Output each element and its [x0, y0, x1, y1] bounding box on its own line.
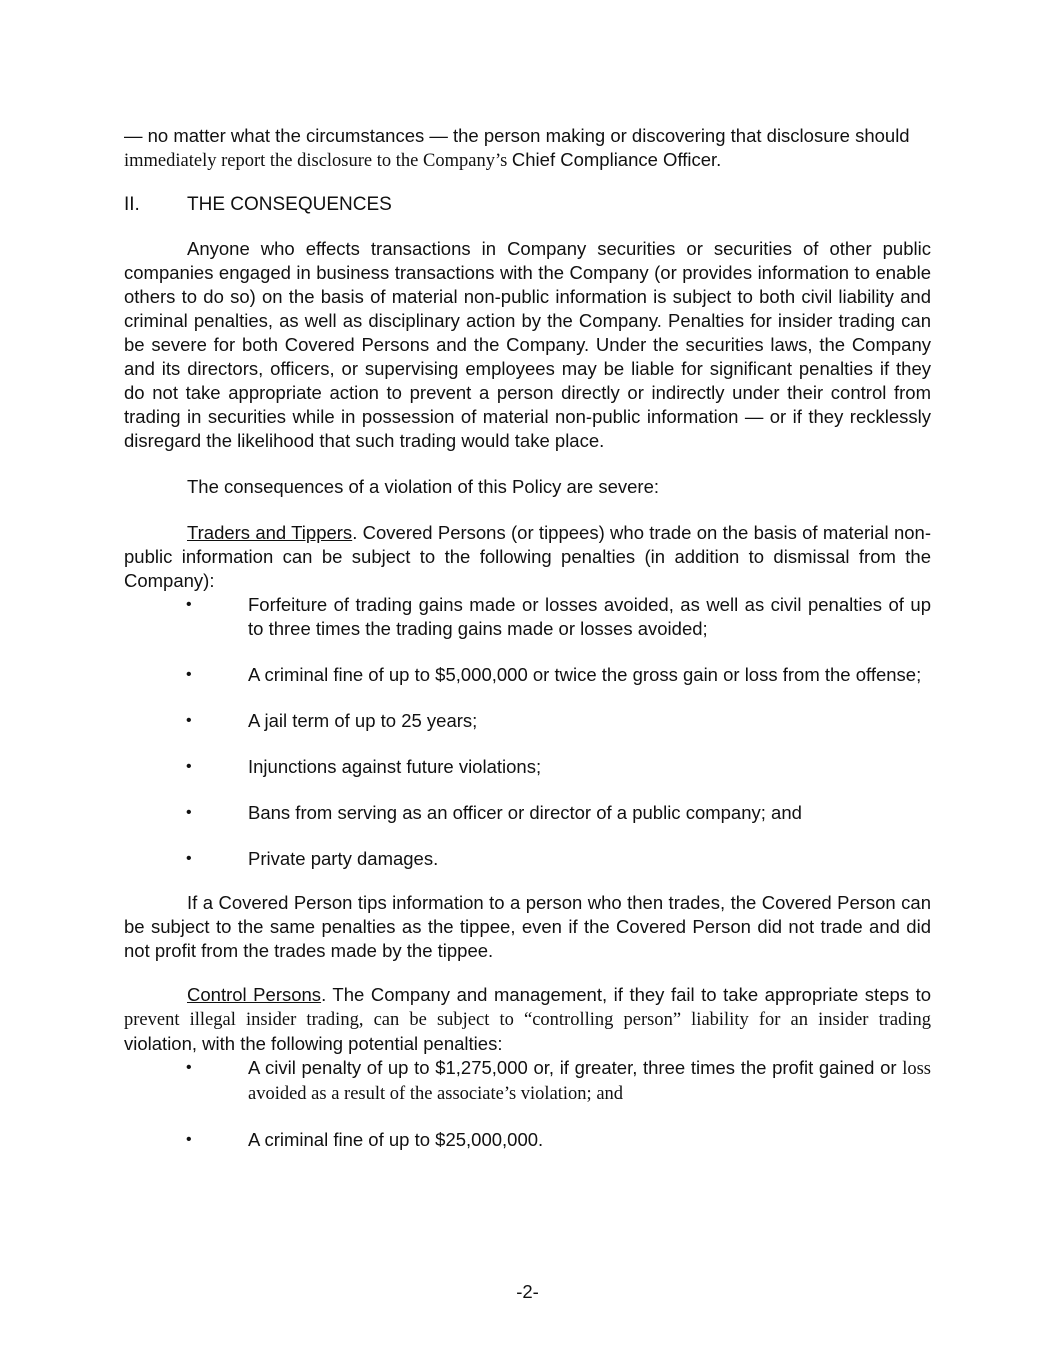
control-text-2: prevent illegal insider trading, can be subject to “controlling person” liability for an insider trading: [124, 1010, 931, 1030]
list-item: [124, 593, 931, 641]
traders-text: . Covered Persons (or tippees) who trade on the basis of material non-public information can be subject to the following penalties (in addition to dismissal from the Company):: [124, 522, 931, 591]
list-item-text: A criminal fine of up to $5,000,000 or twice the gross gain or loss from the offense;: [248, 664, 922, 685]
control-heading: Control Persons: [187, 984, 322, 1005]
control-penalty-list: [124, 1056, 931, 1152]
bullet-marker: •: [186, 1131, 192, 1148]
intro-line-1: — no matter what the circumstances — the person making or discovering that disclosure should: [124, 125, 910, 146]
intro-line-2-sans: Chief Compliance Officer.: [511, 149, 722, 170]
intro-paragraph: [124, 124, 931, 173]
list-item: [124, 1128, 931, 1152]
traders-penalty-list: [124, 593, 931, 871]
bullet-marker: •: [186, 712, 192, 729]
control-paragraph: [124, 983, 931, 1056]
document-page: [124, 124, 931, 1152]
section-number: II.: [124, 194, 140, 215]
traders-paragraph: [124, 521, 931, 593]
bullet-marker: •: [186, 666, 192, 683]
list-item-text: Injunctions against future violations;: [248, 756, 542, 777]
bullet-marker: •: [186, 1059, 192, 1076]
control-text-3: violation, with the following potential penalties:: [124, 1033, 503, 1054]
list-item-text: A criminal fine of up to $25,000,000.: [248, 1129, 544, 1150]
list-item-text: Forfeiture of trading gains made or losses avoided, as well as civil penalties of up to three times the trading gains made or losses avoided;: [248, 594, 931, 639]
bullet-marker: •: [186, 804, 192, 821]
list-item-text: Private party damages.: [248, 848, 439, 869]
intro-line-2-serif: immediately report the disclosure to the Company’s: [124, 151, 512, 171]
main-paragraph: Anyone who effects transactions in Company securities or securities of other public companies engaged in business transactions with the Company (or provides information to enable others to do so) on the basis of material non-public information is subject to both civil liability and criminal penalties, as well as disciplinary action by the Company. Penalties for insider trading can be severe for both Covered Persons and the Company. Under the securities laws, the Company and its directors, officers, or supervising employees may be liable for significant penalties if they do not take appropriate action to prevent a person directly or indirectly under their control from trading in securities while in possession of material non-public information — or if they recklessly disregard the likelihood that such trading would take place.: [124, 238, 931, 451]
control-text-1: . The Company and management, if they fail to take appropriate steps to: [321, 984, 931, 1005]
bullet-marker: •: [186, 758, 192, 775]
page-number: -2-: [516, 1281, 539, 1302]
section-heading: [124, 193, 931, 217]
section-title: THE CONSEQUENCES: [187, 194, 392, 215]
tipper-paragraph: If a Covered Person tips information to a person who then trades, the Covered Person can be subject to the same penalties as the tippee, even if the Covered Person did not trade and did not profit from the trades made by the tippee.: [124, 892, 931, 961]
bullet-marker: •: [186, 596, 192, 613]
list-item: [124, 801, 931, 825]
list-item-text: Bans from serving as an officer or director of a public company; and: [248, 802, 802, 823]
list-item: [124, 847, 931, 871]
list-item-text: A jail term of up to 25 years;: [248, 710, 478, 731]
traders-heading: Traders and Tippers: [187, 522, 353, 543]
consequences-intro: The consequences of a violation of this Policy are severe:: [187, 476, 660, 497]
list-item: [124, 755, 931, 779]
list-item: [124, 663, 931, 687]
list-item-text-sans: A civil penalty of up to $1,275,000 or, if greater, three times the profit gained or: [248, 1057, 903, 1078]
list-item: [124, 1056, 931, 1106]
list-item-text-serif: loss avoided as a result of the associate’s violation; and: [248, 1059, 931, 1104]
bullet-marker: •: [186, 850, 192, 867]
list-item: [124, 709, 931, 733]
